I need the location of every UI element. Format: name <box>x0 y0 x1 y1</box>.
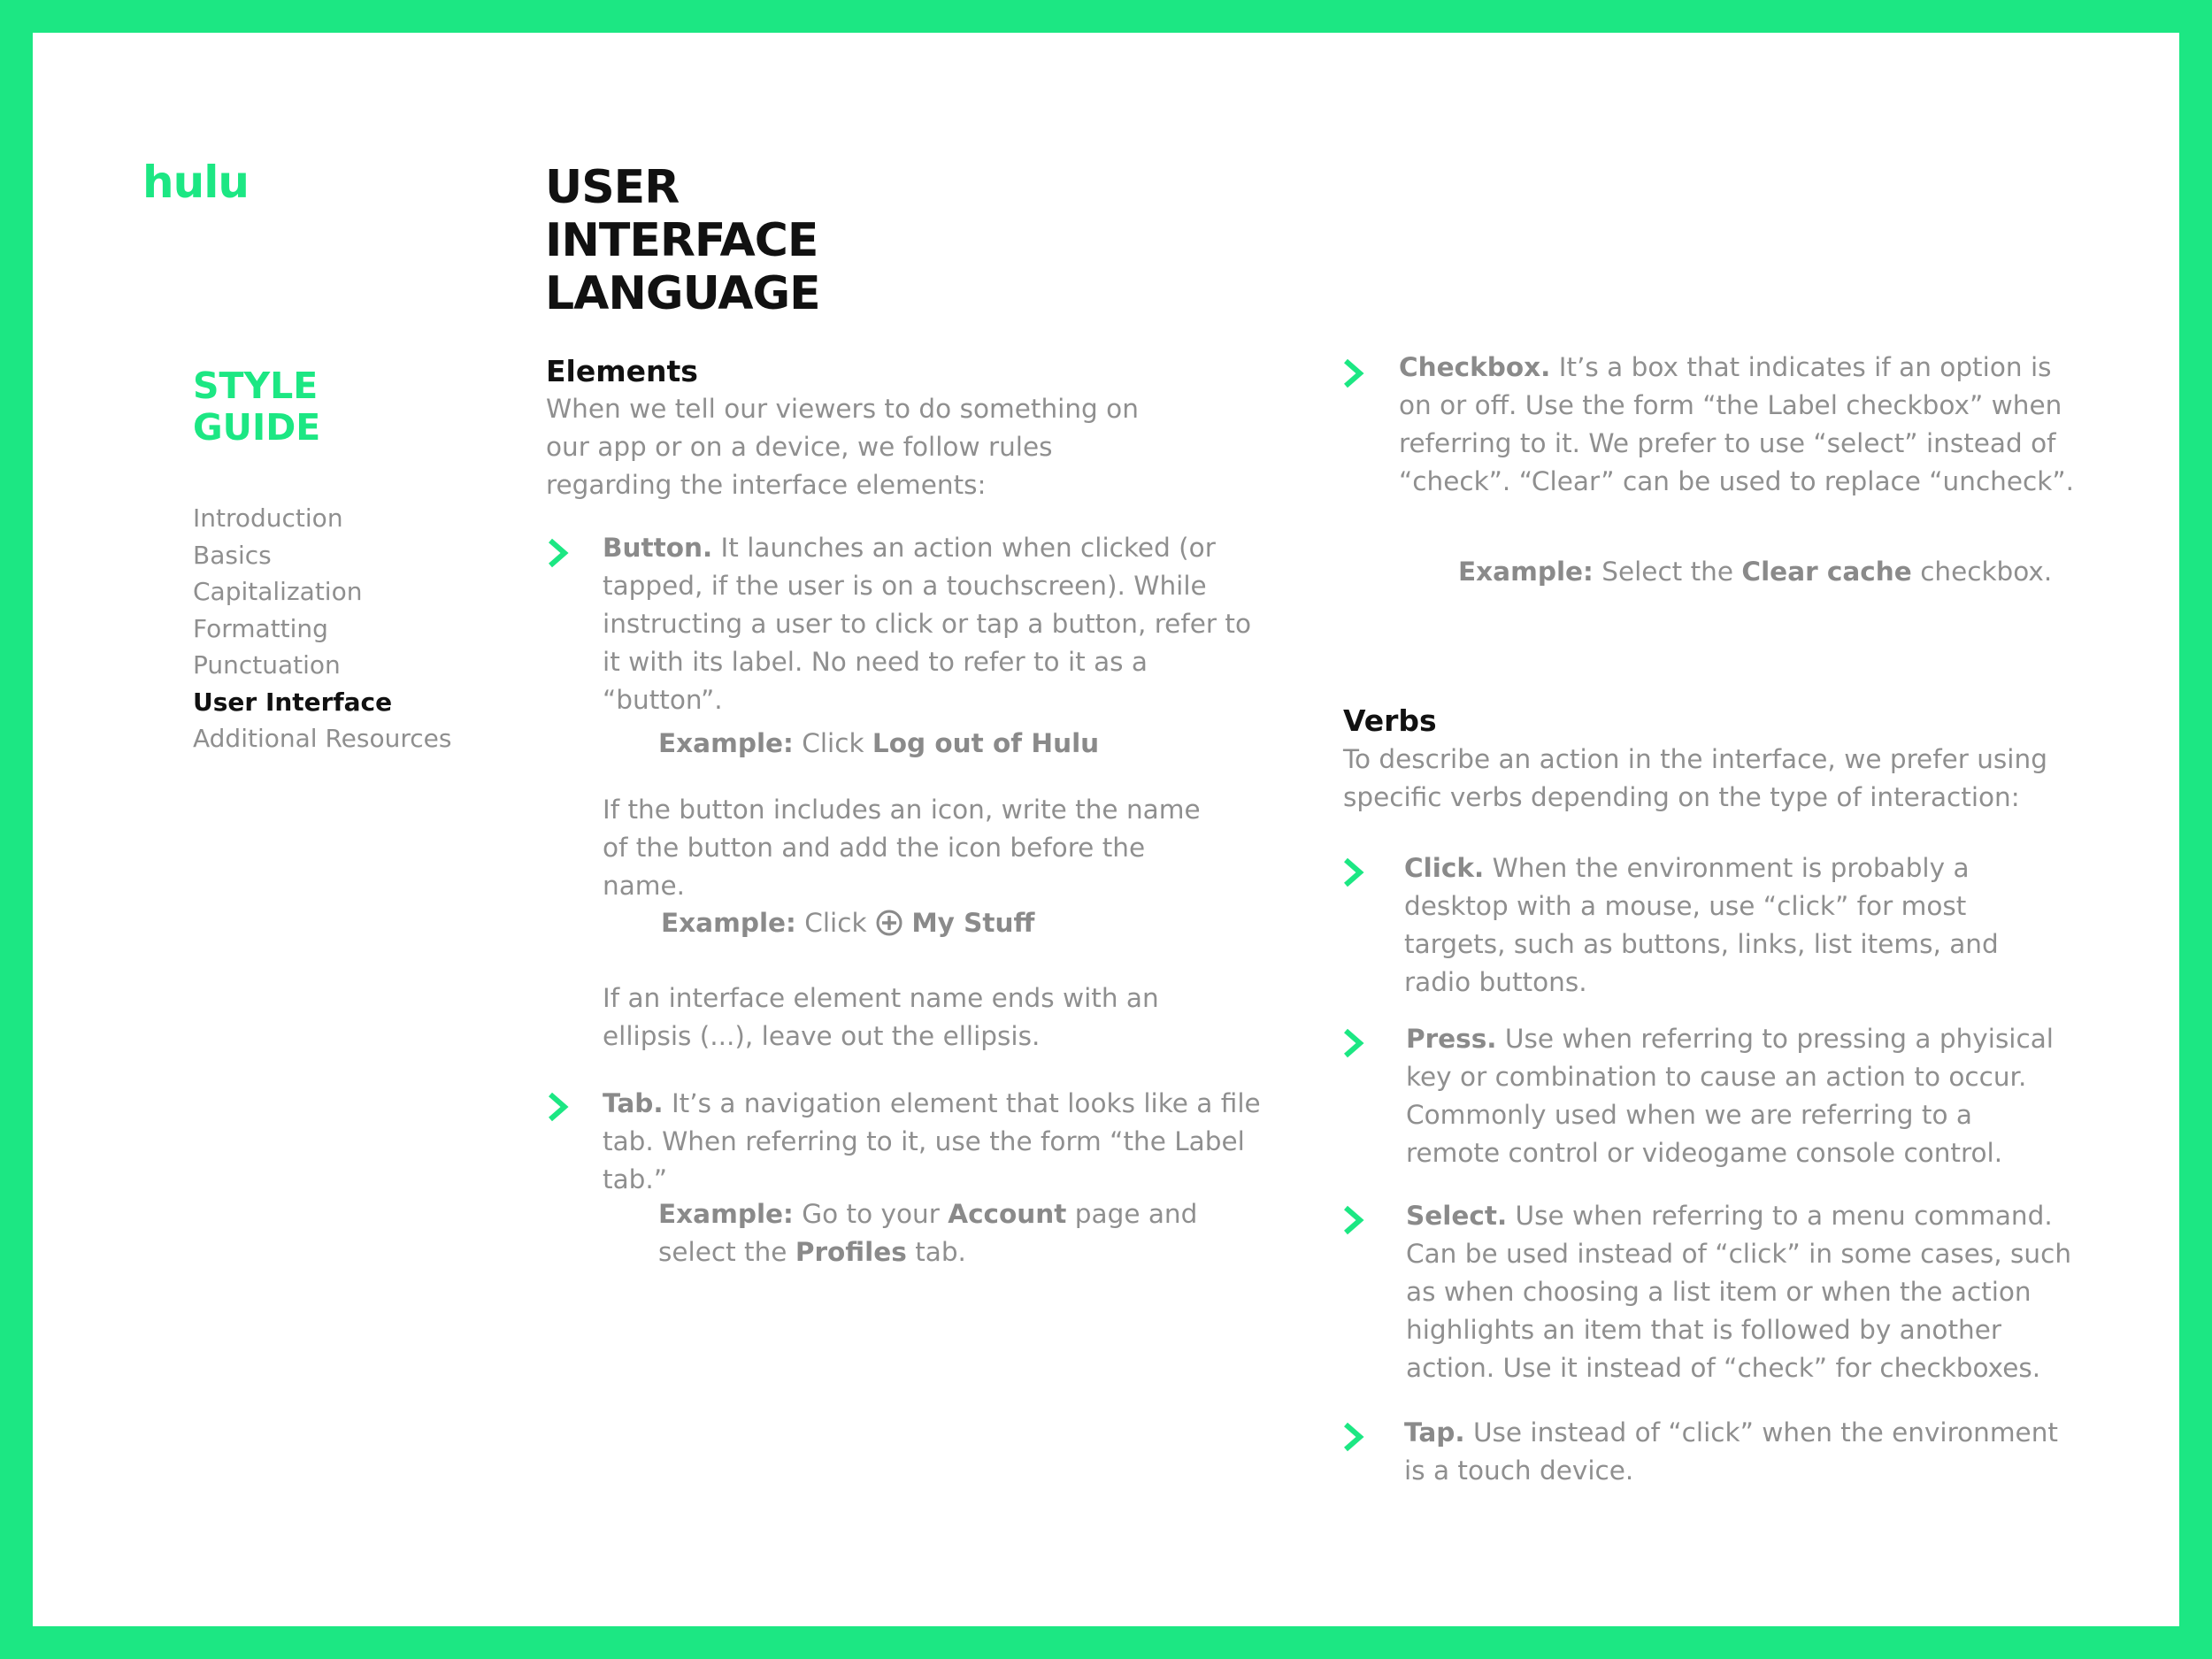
sidebar-nav <box>193 500 451 757</box>
tab-term: Tab. <box>603 1088 664 1118</box>
tab-text: It’s a navigation element that looks like a file tab. When referring to it, use the form “the Label tab.” <box>603 1088 1261 1194</box>
example-text: Go to your <box>793 1199 949 1229</box>
style-guide-title <box>193 365 320 449</box>
example-bold: Log out of Hulu <box>872 728 1100 758</box>
sidebar-item-user-interface[interactable]: User Interface <box>193 687 393 717</box>
elements-heading: Elements <box>546 354 698 388</box>
checkbox-example <box>1458 553 2113 591</box>
example-text: page and select the <box>658 1199 1198 1267</box>
button-description <box>603 529 1275 719</box>
button-example <box>658 725 1278 763</box>
verb-term: Press. <box>1406 1024 1497 1054</box>
verb-text: When the environment is probably a desktop with a mouse, use “click” for most targets, such as buttons, links, list items, and radio buttons. <box>1404 853 1999 997</box>
example-label: Example: <box>661 908 796 938</box>
verb-select <box>1406 1197 2096 1387</box>
verb-term: Tap. <box>1404 1417 1465 1448</box>
checkbox-term: Checkbox. <box>1399 352 1551 382</box>
chevron-right-icon <box>547 1091 570 1123</box>
chevron-right-icon <box>1342 1027 1365 1059</box>
sidebar-item-introduction[interactable]: Introduction <box>193 503 343 533</box>
checkbox-text: It’s a box that indicates if an option is on or off. Use the form “the Label checkbox” when referring to it. We prefer to use “select” instead of “check”. “Clear” can be used to replace “uncheck”. <box>1399 352 2074 496</box>
example-bold: Clear cache <box>1741 557 1912 587</box>
sidebar-item-punctuation[interactable]: Punctuation <box>193 650 341 680</box>
chevron-right-icon <box>1342 1421 1365 1453</box>
example-text: checkbox. <box>1911 557 2053 587</box>
example-bold: My Stuff <box>911 908 1035 938</box>
verb-term: Click. <box>1404 853 1485 883</box>
page-title <box>545 161 820 320</box>
example-text: Select the <box>1593 557 1742 587</box>
example-text: tab. <box>906 1237 966 1267</box>
elements-intro: When we tell our viewers to do something on our app or on a device, we follow rules regarding the interface elements: <box>546 394 1139 500</box>
page-canvas <box>33 33 2179 1626</box>
example-label: Example: <box>1458 557 1594 587</box>
page-title-line: LANGUAGE <box>545 267 820 320</box>
example-label: Example: <box>658 1199 794 1229</box>
button-example-icon <box>661 904 1280 942</box>
example-text: Click <box>795 908 875 938</box>
example-text: Click <box>793 728 872 758</box>
ellipsis-note: If an interface element name ends with an ellipsis (...), leave out the ellipsis. <box>603 983 1159 1051</box>
example-bold: Profiles <box>795 1237 907 1267</box>
verb-click <box>1404 849 2041 1002</box>
button-text: It launches an action when clicked (or tapped, if the user is on a touchscreen). While instructing a user to click or tap a button, refer to it with its label. No need to refer to it as a “button”. <box>603 533 1251 715</box>
sidebar-item-basics[interactable]: Basics <box>193 540 272 570</box>
style-guide-title-line: STYLE <box>193 365 319 407</box>
icon-note: If the button includes an icon, write the name of the button and add the icon before the name. <box>603 795 1201 901</box>
verb-term: Select. <box>1406 1201 1508 1231</box>
chevron-right-icon <box>547 537 570 569</box>
example-bold: Account <box>948 1199 1067 1229</box>
sidebar-item-additional-resources[interactable]: Additional Resources <box>193 724 452 753</box>
tab-example <box>658 1195 1225 1271</box>
verb-tap <box>1404 1414 2059 1490</box>
verb-text: Use when referring to a menu command. Can be used instead of “click” in some cases, such as when choosing a list item or when the action highlights an item that is followed by another action. Use it instead of “check” for checkboxes. <box>1406 1201 2072 1383</box>
verbs-heading: Verbs <box>1343 703 1437 738</box>
chevron-right-icon <box>1342 357 1365 389</box>
sidebar-item-formatting[interactable]: Formatting <box>193 613 328 643</box>
verbs-intro: To describe an action in the interface, we prefer using specific verbs depending on the type of interaction: <box>1343 744 2047 812</box>
checkbox-description <box>1399 349 2089 501</box>
button-term: Button. <box>603 533 713 563</box>
verb-text: Use instead of “click” when the environment is a touch device. <box>1404 1417 2058 1486</box>
plus-circle-icon <box>875 909 903 937</box>
chevron-right-icon <box>1342 856 1365 888</box>
verb-text: Use when referring to pressing a phyisical key or combination to cause an action to occur. Commonly used when we are referring to a remote control or videogame console control. <box>1406 1024 2054 1168</box>
page-title-line: USER <box>545 161 680 214</box>
hulu-logo[interactable]: hulu <box>142 157 249 208</box>
verb-press <box>1406 1020 2061 1172</box>
sidebar-item-capitalization[interactable]: Capitalization <box>193 577 363 606</box>
tab-description <box>603 1085 1302 1199</box>
chevron-right-icon <box>1342 1204 1365 1236</box>
example-label: Example: <box>658 728 794 758</box>
page-title-line: INTERFACE <box>545 214 818 267</box>
style-guide-title-line: GUIDE <box>193 406 321 449</box>
